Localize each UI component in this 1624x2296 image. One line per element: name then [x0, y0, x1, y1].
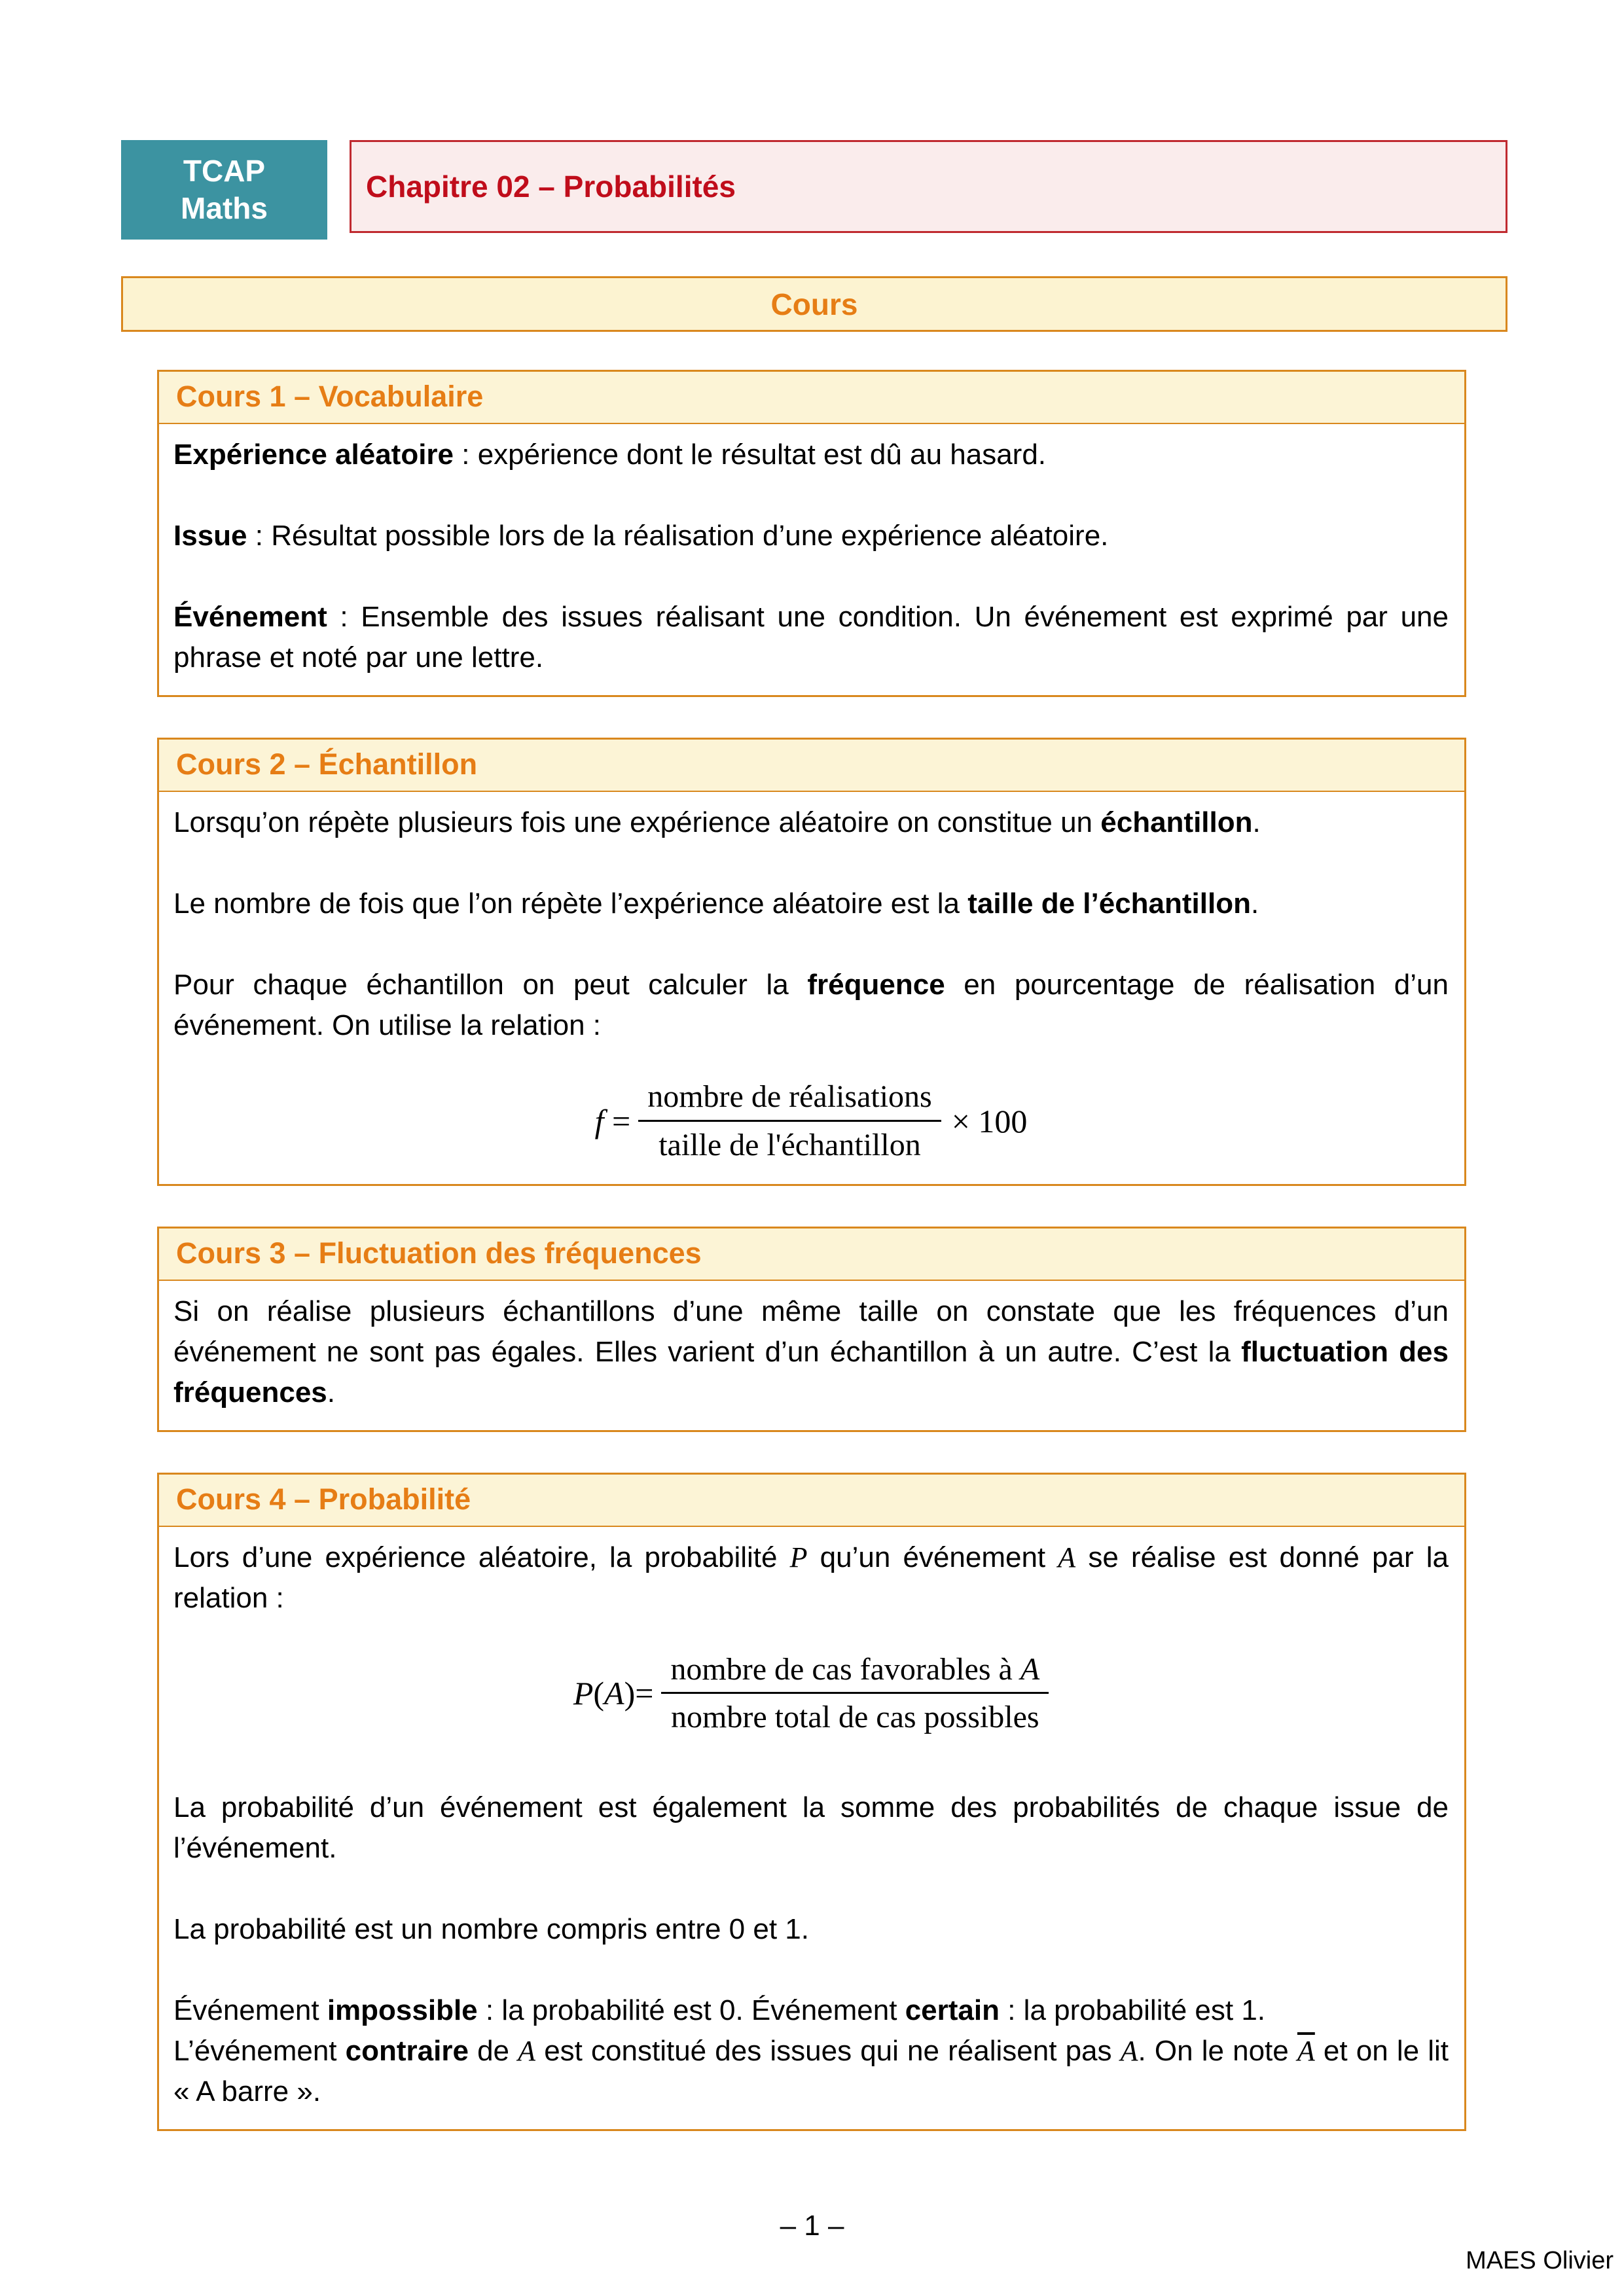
text-segment: × 100 — [951, 1102, 1028, 1139]
text-segment: : la probabilité est 0. Événement — [477, 1994, 905, 2027]
text-segment: impossible — [327, 1994, 478, 2027]
sections — [157, 370, 1466, 2131]
section-header — [159, 740, 1464, 792]
section-header — [159, 372, 1464, 424]
author-name: MAES Olivier — [1466, 2247, 1614, 2274]
text-segment: Si on réalise plusieurs échantillons d’une même taille on constate que les fréquences d’un événement ne sont pas égales. Elles varient d’un échantillon à un autre. C’est la — [173, 1295, 1449, 1368]
text-segment: fréquence — [807, 969, 945, 1001]
fraction — [661, 1653, 1049, 1736]
paragraph — [173, 1787, 1449, 1869]
section-title: Cours 1 – Vocabulaire — [176, 380, 484, 413]
text-segment: . — [1252, 806, 1261, 838]
text-segment: P — [573, 1675, 594, 1712]
fraction — [638, 1080, 941, 1163]
text-segment: est constitué des issues qui ne réalisent pas — [535, 2035, 1121, 2068]
formula-suffix — [952, 1103, 1028, 1139]
section-title: Cours 3 – Fluctuation des fréquences — [176, 1236, 702, 1270]
text-segment: A — [1120, 2035, 1138, 2068]
chapter-title: Chapitre 02 – Probabilités — [366, 170, 736, 204]
text-segment: de — [468, 2035, 518, 2068]
paragraph — [173, 597, 1449, 678]
text-segment: : Résultat possible lors de la réalisation d’une expérience aléatoire. — [247, 520, 1109, 552]
text-segment: Issue — [173, 520, 247, 552]
text-segment: A — [1020, 1651, 1040, 1687]
text-segment: certain — [905, 1994, 1000, 2027]
math-formula — [173, 1080, 1449, 1163]
text-segment: ) — [624, 1675, 636, 1712]
paragraph — [173, 1537, 1449, 1619]
paragraph — [173, 884, 1449, 924]
fraction-numerator — [661, 1653, 1049, 1695]
fraction-numerator — [638, 1080, 941, 1122]
text-segment: nombre de cas favorables à — [670, 1651, 1020, 1687]
paragraph — [173, 435, 1449, 475]
math-formula — [173, 1653, 1449, 1736]
text-segment: A — [518, 2035, 536, 2068]
text-segment: nombre de réalisations — [647, 1079, 932, 1114]
text-segment: se réalise est donné par la relation : — [173, 1541, 1449, 1614]
text-segment: fluctuation des fréquences — [173, 1335, 1449, 1408]
text-segment: et on le lit « A barre ». — [173, 2035, 1449, 2108]
paragraph — [173, 1291, 1449, 1413]
fraction-denominator — [638, 1122, 941, 1163]
section-body — [159, 792, 1464, 1184]
course-section — [157, 738, 1466, 1186]
fraction-denominator — [661, 1694, 1049, 1735]
text-segment: contraire — [345, 2035, 469, 2068]
banner-title: Cours — [770, 287, 858, 321]
paragraph — [173, 802, 1449, 843]
text-segment: en pourcentage de réalisation d’un événement. On utilise la relation : — [173, 969, 1449, 1041]
cours-banner — [121, 276, 1507, 332]
paragraph — [173, 965, 1449, 1046]
text-segment: : Ensemble des issues réalisant une condition. Un événement est exprimé par une phrase et noté par une lettre. — [173, 601, 1449, 673]
paragraph — [173, 1909, 1449, 1950]
text-segment: La probabilité est un nombre compris entre 0 et 1. — [173, 1913, 809, 1946]
text-segment: A — [604, 1675, 624, 1712]
text-segment: Expérience aléatoire — [173, 439, 454, 471]
formula-lhs — [595, 1103, 631, 1139]
page-number: – 1 – — [780, 2210, 844, 2242]
chapter-title-box — [350, 140, 1507, 233]
text-segment: qu’un événement — [807, 1541, 1058, 1573]
text-segment: Événement — [173, 601, 327, 633]
course-section — [157, 1227, 1466, 1432]
text-segment: A — [1058, 1541, 1076, 1573]
paragraph — [173, 2031, 1449, 2112]
badge-line1: TCAP — [183, 154, 266, 188]
course-badge — [121, 140, 327, 240]
text-segment: . — [1250, 888, 1259, 920]
text-segment: : expérience dont le résultat est dû au hasard. — [454, 439, 1047, 471]
paragraph — [173, 516, 1449, 556]
text-segment: Le nombre de fois que l’on répète l’expérience aléatoire est la — [173, 888, 968, 920]
text-segment: Pour chaque échantillon on peut calculer la — [173, 969, 808, 1001]
text-segment: nombre total de cas possibles — [671, 1700, 1039, 1735]
text-segment: = — [635, 1675, 654, 1712]
badge-line2: Maths — [181, 191, 268, 225]
section-header — [159, 1229, 1464, 1281]
paragraph — [173, 1990, 1449, 2031]
section-header — [159, 1475, 1464, 1527]
text-segment: . — [327, 1376, 335, 1408]
text-segment: $\overline{A}$ — [1297, 2035, 1315, 2068]
text-segment: = — [604, 1102, 631, 1139]
text-segment: taille de l’échantillon — [967, 888, 1251, 920]
section-body — [159, 1527, 1464, 2130]
section-body — [159, 424, 1464, 695]
text-segment: échantillon — [1100, 806, 1253, 838]
section-title: Cours 2 – Échantillon — [176, 747, 478, 781]
text-segment: taille de l'échantillon — [659, 1127, 921, 1162]
course-section — [157, 370, 1466, 697]
text-segment: Lors d’une expérience aléatoire, la probabilité — [173, 1541, 790, 1573]
text-segment: Lorsqu’on répète plusieurs fois une expérience aléatoire on constitue un — [173, 806, 1101, 838]
formula-lhs — [573, 1676, 654, 1712]
text-segment: P — [789, 1541, 808, 1573]
text-segment: ( — [593, 1675, 605, 1712]
text-segment: La probabilité d’un événement est également la somme des probabilités de chaque issue de l’événement. — [173, 1791, 1449, 1865]
course-section — [157, 1473, 1466, 2132]
text-segment: Événement — [173, 1994, 327, 2027]
section-body — [159, 1281, 1464, 1430]
text-segment: L’événement — [173, 2035, 346, 2068]
text-segment: : la probabilité est 1. — [1000, 1994, 1266, 2027]
section-title: Cours 4 – Probabilité — [176, 1482, 471, 1516]
header — [121, 140, 1507, 240]
text-segment: f — [594, 1102, 604, 1139]
text-segment: . On le note — [1138, 2035, 1297, 2068]
